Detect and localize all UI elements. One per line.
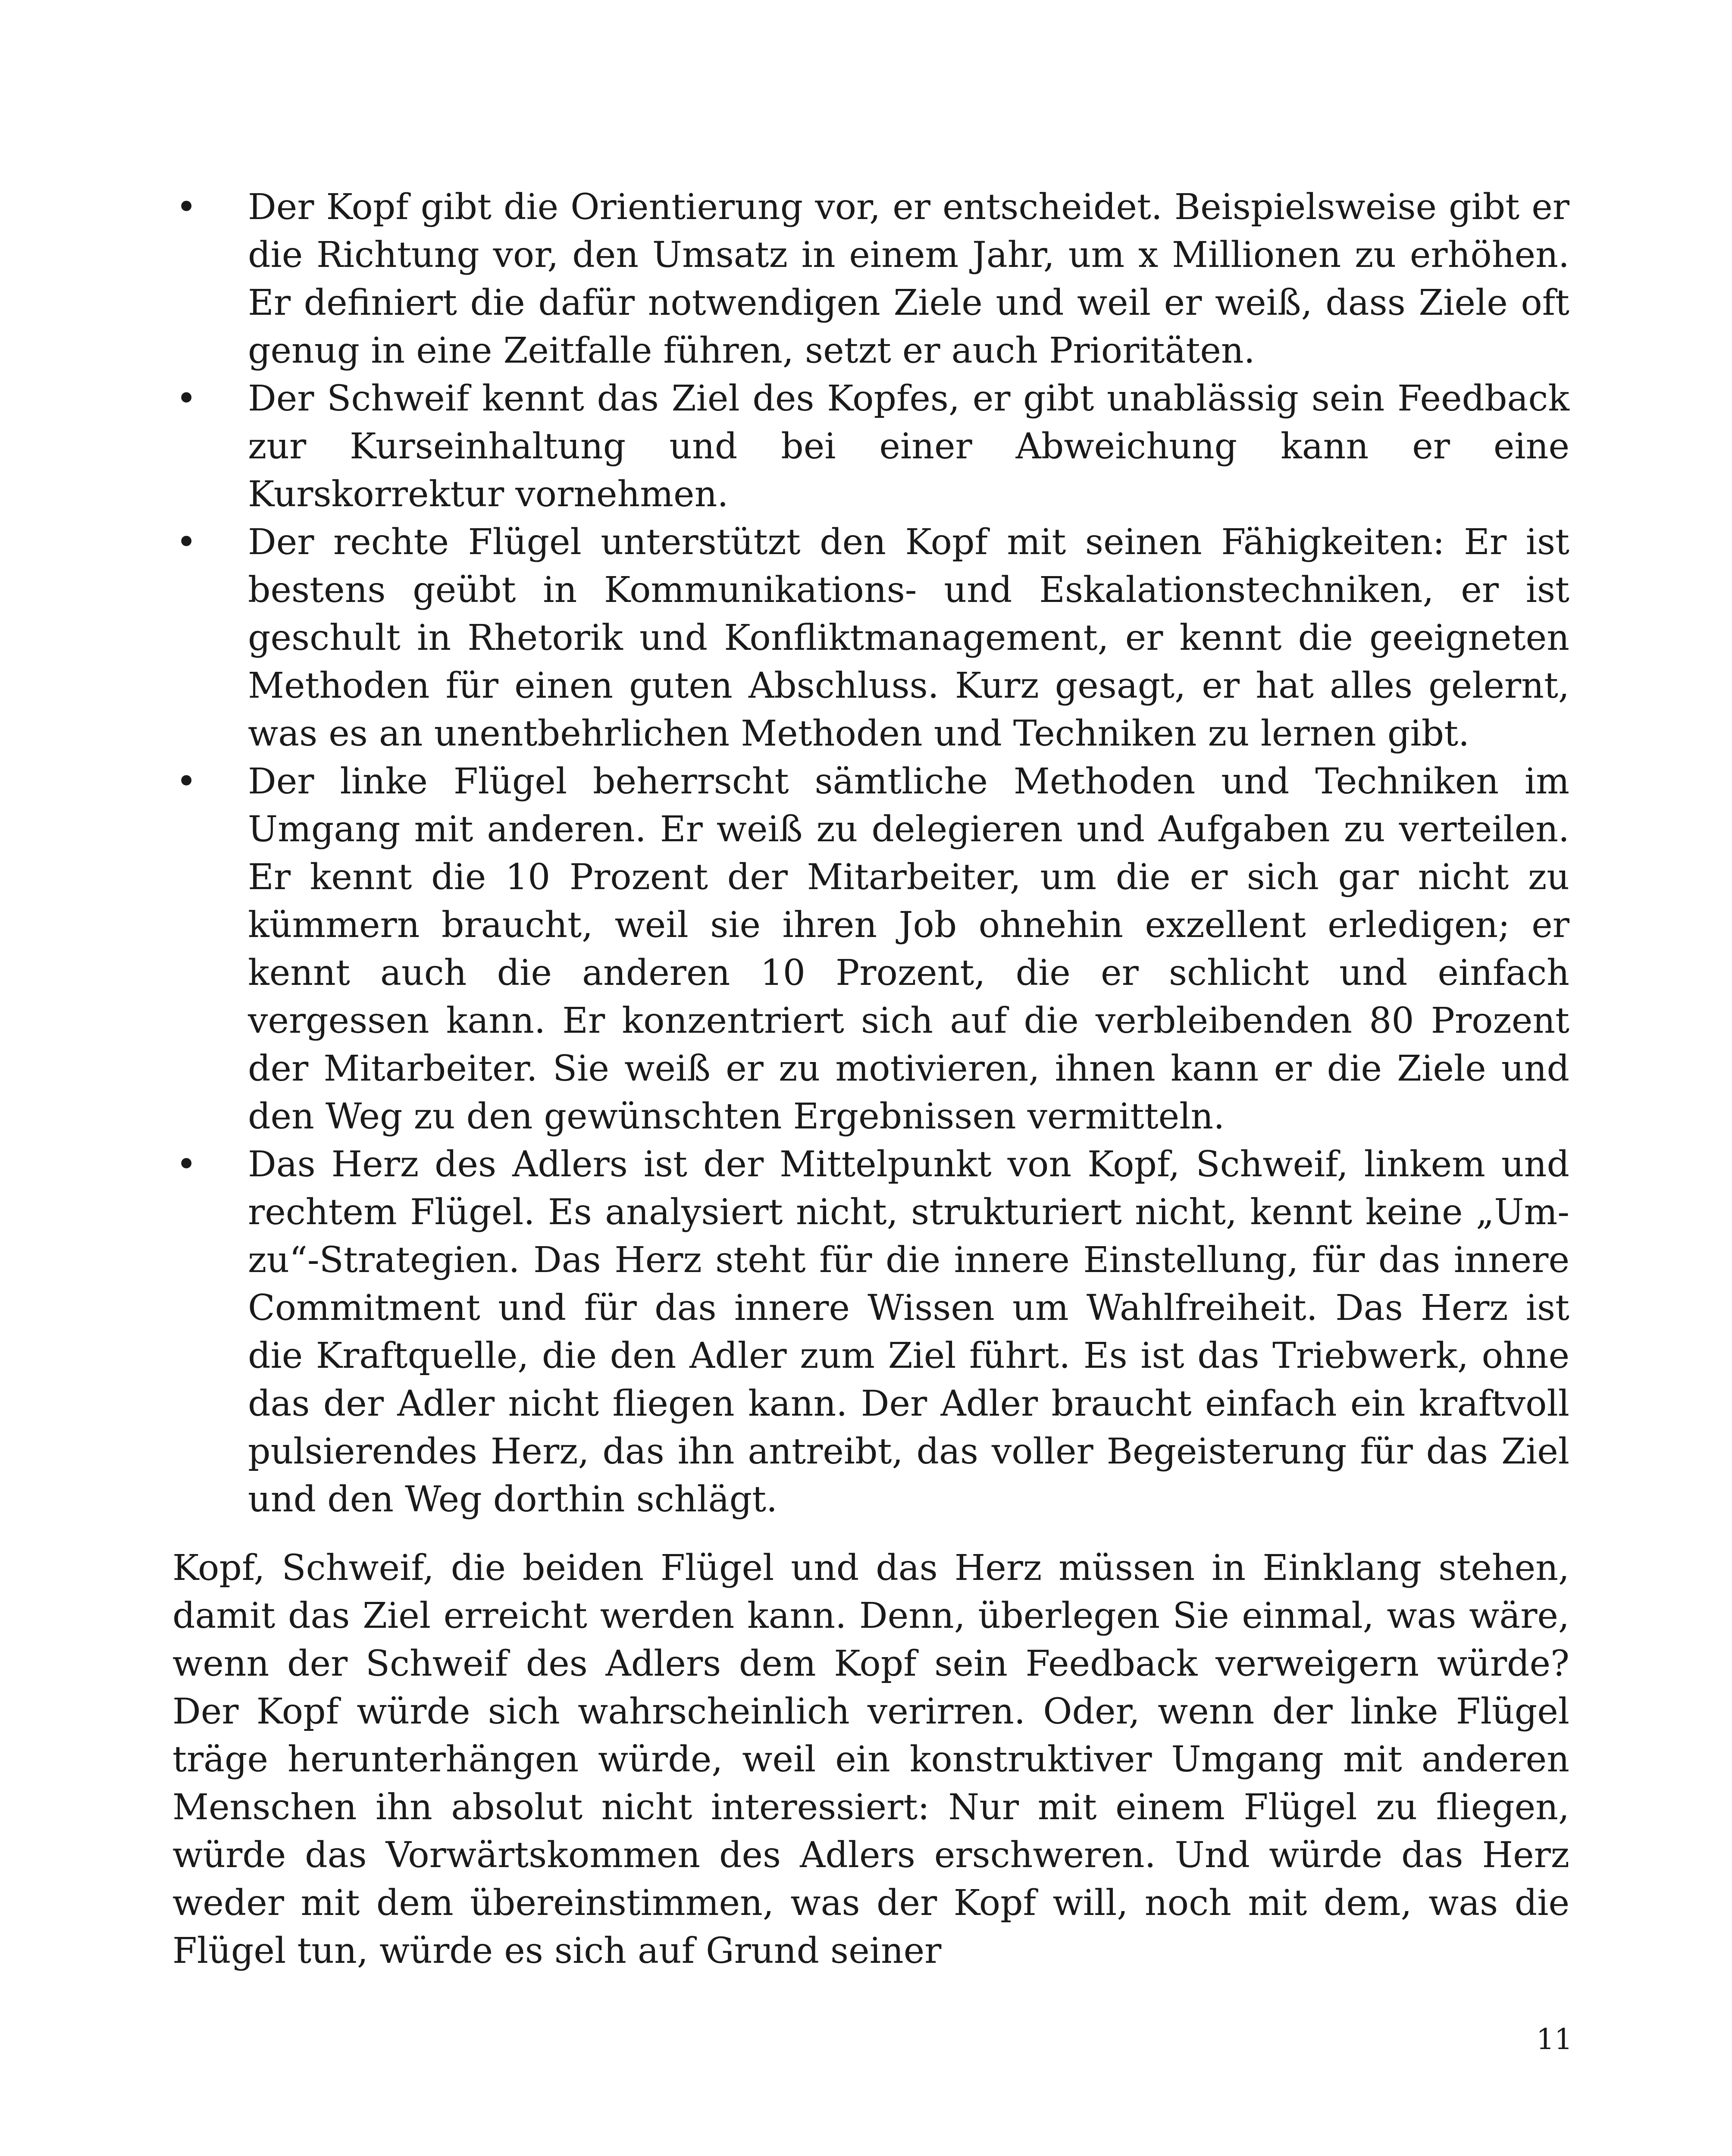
bullet-text: Der Kopf gibt die Orientierung vor, er entscheidet. Beispielsweise gibt er die Richtung vor, den Umsatz in einem Jahr, um x Millionen zu erhöhen. Er definiert die dafür notwendigen Ziele und weil er weiß, dass Ziele oft genug in eine Zeitfalle führen, setzt er auch Prioritäten.: [248, 187, 1569, 371]
bullet-symbol: •: [176, 187, 197, 228]
bullet-item-left-wing: [172, 758, 1569, 1141]
bullet-symbol: •: [176, 522, 197, 563]
page-number: 11: [1536, 2023, 1572, 2056]
bullet-text: Der rechte Flügel unterstützt den Kopf mit seinen Fähigkeiten: Er ist bestens geübt in Kommunikations- und Eskalationstechniken, er ist geschult in Rhetorik und Konfliktmanagement, er kennt die geeigneten Methoden für einen guten Abschluss. Kurz gesagt, er hat alles gelernt, was es an unentbehrlichen Methoden und Techniken zu lernen gibt.: [248, 522, 1569, 754]
bullet-symbol: •: [176, 761, 197, 802]
bullet-text: Der Schweif kennt das Ziel des Kopfes, er gibt unablässig sein Feedback zur Kurseinhaltung und bei einer Abweichung kann er eine Kurskorrektur vornehmen.: [248, 378, 1569, 515]
bullet-symbol: •: [176, 378, 197, 419]
bullet-item-tail: [172, 375, 1569, 518]
bullet-item-right-wing: [172, 518, 1569, 758]
bullet-text: Der linke Flügel beherrscht sämtliche Methoden und Techniken im Umgang mit anderen. Er weiß zu delegieren und Aufgaben zu verteilen. Er kennt die 10 Prozent der Mitarbeiter, um die er sich gar nicht zu kümmern braucht, weil sie ihren Job ohnehin exzellent erledigen; er kennt auch die anderen 10 Prozent, die er schlicht und einfach vergessen kann. Er konzentriert sich auf die verbleibenden 80 Prozent der Mitarbeiter. Sie weiß er zu motivieren, ihnen kann er die Ziele und den Weg zu den gewünschten Ergebnissen vermitteln.: [248, 761, 1569, 1137]
body-paragraph: Kopf, Schweif, die beiden Flügel und das Herz müssen in Einklang stehen, damit das Ziel erreicht werden kann. Denn, überlegen Sie einmal, was wäre, wenn der Schweif des Adlers dem Kopf sein Feedback verweigern würde? Der Kopf würde sich wahrscheinlich verirren. Oder, wenn der linke Flügel träge herunterhängen würde, weil ein konstruktiver Umgang mit anderen Menschen ihn absolut nicht interessiert: Nur mit einem Flügel zu fliegen, würde das Vorwärtskommen des Adlers erschweren. Und würde das Herz weder mit dem übereinstimmen, was der Kopf will, noch mit dem, was die Flügel tun, würde es sich auf Grund seiner: [172, 1548, 1569, 1971]
page-content: [172, 183, 1569, 2010]
bullet-symbol: •: [176, 1144, 197, 1185]
bullet-item-heart: [172, 1141, 1569, 1523]
bullet-item-head: [172, 183, 1569, 375]
bullet-list: [172, 183, 1569, 1523]
bullet-text: Das Herz des Adlers ist der Mittelpunkt von Kopf, Schweif, linkem und rechtem Flügel. Es analysiert nicht, strukturiert nicht, kennt keine „Um-zu“-Strategien. Das Herz steht für die innere Einstellung, für das innere Commitment und für das innere Wissen um Wahlfreiheit. Das Herz ist die Kraftquelle, die den Adler zum Ziel führt. Es ist das Triebwerk, ohne das der Adler nicht fliegen kann. Der Adler braucht einfach ein kraftvoll pulsierendes Herz, das ihn antreibt, das voller Begeisterung für das Ziel und den Weg dorthin schlägt.: [248, 1144, 1569, 1520]
